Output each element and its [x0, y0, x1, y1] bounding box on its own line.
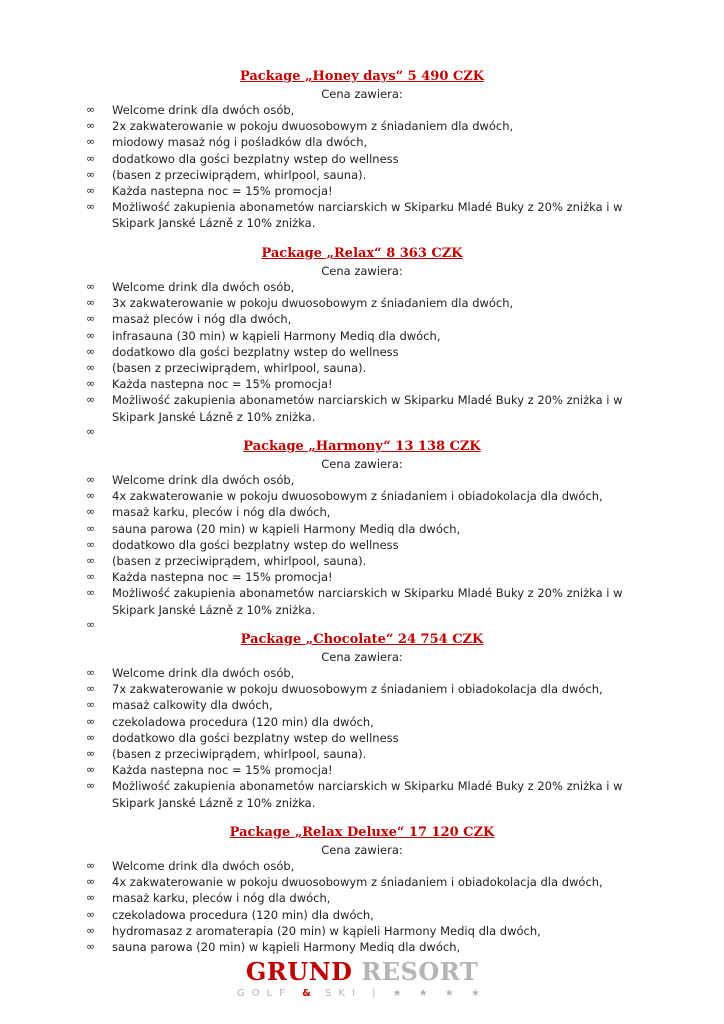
infinity-bullet-icon: ∞: [86, 747, 96, 761]
infinity-bullet-icon: ∞: [86, 779, 96, 793]
list-item: ∞ infrasauna (30 min) w kąpieli Harmony Mediq dla dwóch,: [86, 328, 441, 343]
logo-wordmark: [0, 958, 724, 986]
infinity-bullet-icon: ∞: [86, 296, 96, 310]
list-item: ∞ Welcome drink dla dwóch osób,: [86, 859, 295, 873]
list-item: ∞ 4x zakwaterowanie w pokoju dwuosobowym z śniadaniem i obiadokolacja dla dwóch,: [86, 875, 603, 890]
list-item: ∞ hydromasaz z aromaterapia (20 min) w kąpieli Harmony Mediq dla dwóch,: [86, 923, 541, 938]
logo-tagline: [0, 987, 724, 1001]
list-item: ∞ masaż calkowity dla dwóch,: [86, 698, 273, 713]
list-item: ∞ (basen z przeciwiprądem, whirlpool, sauna).: [86, 361, 367, 376]
list-item: ∞ Welcome drink dla dwóch osób,: [86, 280, 295, 294]
infinity-bullet-icon: ∞: [86, 184, 96, 198]
logo-word-grund: GRUND: [245, 957, 353, 986]
list-item: ∞ 3x zakwaterowanie w pokoju dwuosobowym z śniadaniem dla dwóch,: [86, 296, 514, 311]
list-item: ∞ Welcome drink dla dwóch osób,: [86, 103, 295, 117]
package-title: Package „Harmony“ 13 138 CZK: [243, 439, 481, 454]
infinity-bullet-icon: ∞: [86, 425, 96, 438]
package-honey-days: [0, 68, 724, 232]
list-item: ∞ (basen z przeciwiprądem, whirlpool, sauna).: [86, 747, 367, 762]
package-relax-deluxe: [0, 824, 724, 955]
infinity-bullet-icon: ∞: [86, 473, 96, 486]
list-item: ∞ (basen z przeciwiprądem, whirlpool, sauna).: [86, 554, 367, 569]
infinity-bullet-icon: ∞: [86, 344, 96, 358]
infinity-bullet-icon: ∞: [86, 537, 96, 551]
infinity-bullet-icon: ∞: [86, 730, 96, 744]
infinity-bullet-icon: ∞: [86, 361, 96, 375]
package-title: Package „Chocolate“ 24 754 CZK: [240, 632, 484, 647]
package-relax: [0, 245, 724, 425]
package-items: [0, 102, 724, 232]
infinity-bullet-icon: ∞: [86, 714, 96, 728]
list-item: ∞ 4x zakwaterowanie w pokoju dwuosobowym z śniadaniem i obiadokolacja dla dwóch,: [86, 489, 603, 504]
list-item: ∞ dodatkowo dla gości bezplatny wstep do wellness: [86, 730, 399, 745]
logo-word-resort: RESORT: [361, 957, 479, 986]
list-item: ∞ dodatkowo dla gości bezplatny wstep do wellness: [86, 151, 399, 166]
infinity-bullet-icon: ∞: [86, 489, 96, 503]
infinity-bullet-icon: ∞: [86, 151, 96, 165]
list-item: ∞ masaż karku, pleców i nóg dla dwóch,: [86, 891, 331, 906]
list-item: ∞ 2x zakwaterowanie w pokoju dwuosobowym z śniadaniem dla dwóch,: [86, 119, 514, 134]
infinity-bullet-icon: ∞: [86, 682, 96, 696]
infinity-bullet-icon: ∞: [86, 763, 96, 777]
package-items: [0, 472, 724, 618]
infinity-bullet-icon: ∞: [86, 666, 96, 679]
list-item: ∞ 7x zakwaterowanie w pokoju dwuosobowym z śniadaniem i obiadokolacja dla dwóch,: [86, 682, 603, 697]
list-item: ∞ dodatkowo dla gości bezplatny wstep do wellness: [86, 537, 399, 552]
infinity-bullet-icon: ∞: [86, 377, 96, 391]
star-rating-icon: | ★ ★ ★ ★: [372, 988, 488, 999]
list-item: ∞ Welcome drink dla dwóch osób,: [86, 666, 295, 680]
infinity-bullet-icon: ∞: [86, 103, 96, 116]
list-item: ∞ masaż pleców i nóg dla dwóch,: [86, 312, 292, 327]
list-item: ∞ czekoladowa procedura (120 min) dla dwóch,: [86, 714, 374, 729]
list-item: ∞ miodowy masaż nóg i pośladków dla dwóch,: [86, 135, 368, 150]
infinity-bullet-icon: ∞: [86, 891, 96, 905]
package-items: [0, 279, 724, 425]
package-harmony: [0, 438, 724, 618]
list-item: ∞ sauna parowa (20 min) w kąpieli Harmony Mediq dla dwóch,: [86, 940, 461, 955]
list-item: ∞ Każda nastepna noc = 15% promocja!: [86, 184, 333, 199]
logo-tagline-amp: &: [302, 988, 315, 999]
package-title: Package „Relax Deluxe“ 17 120 CZK: [229, 825, 495, 840]
infinity-bullet-icon: ∞: [86, 312, 96, 326]
infinity-bullet-icon: ∞: [86, 393, 96, 407]
list-item: ∞ (basen z przeciwiprądem, whirlpool, sauna).: [86, 167, 367, 182]
infinity-bullet-icon: ∞: [86, 923, 96, 937]
list-item: ∞ Możliwość zakupienia abonametów narciarskich w Skiparku Mladé Buky z 20% zniżka i w Skipark Janské Lázně z 10% zniżka.: [86, 586, 623, 617]
package-items: [0, 858, 724, 955]
infinity-bullet-icon: ∞: [86, 554, 96, 568]
logo-tagline-ski: SKI: [325, 988, 362, 999]
package-chocolate: [0, 631, 724, 811]
infinity-bullet-icon: ∞: [86, 119, 96, 133]
package-title: Package „Relax“ 8 363 CZK: [261, 246, 463, 261]
resort-logo: [0, 958, 724, 1001]
package-subtitle: Cena zawiera:: [321, 650, 403, 664]
package-subtitle: Cena zawiera:: [321, 87, 403, 101]
infinity-bullet-icon: ∞: [86, 698, 96, 712]
package-items: [0, 665, 724, 811]
list-item: ∞ sauna parowa (20 min) w kąpieli Harmony Mediq dla dwóch,: [86, 521, 461, 536]
list-item: ∞ Możliwość zakupienia abonametów narciarskich w Skiparku Mladé Buky z 20% zniżka i w Skipark Janské Lázně z 10% zniżka.: [86, 393, 623, 424]
infinity-bullet-icon: ∞: [86, 200, 96, 214]
package-title: Package „Honey days“ 5 490 CZK: [239, 69, 485, 84]
infinity-bullet-icon: ∞: [86, 135, 96, 149]
infinity-bullet-icon: ∞: [86, 167, 96, 181]
list-item: ∞ Każda nastepna noc = 15% promocja!: [86, 377, 333, 392]
infinity-bullet-icon: ∞: [86, 875, 96, 889]
infinity-bullet-icon: ∞: [86, 940, 96, 954]
list-item: ∞ Możliwość zakupienia abonametów narciarskich w Skiparku Mladé Buky z 20% zniżka i w Skipark Janské Lázně z 10% zniżka.: [86, 200, 623, 231]
infinity-bullet-icon: ∞: [86, 859, 96, 872]
list-item: ∞ Welcome drink dla dwóch osób,: [86, 473, 295, 487]
list-item: ∞ Możliwość zakupienia abonametów narciarskich w Skiparku Mladé Buky z 20% zniżka i w Skipark Janské Lázně z 10% zniżka.: [86, 779, 623, 810]
list-item: ∞ Każda nastepna noc = 15% promocja!: [86, 763, 333, 778]
infinity-bullet-icon: ∞: [86, 618, 96, 631]
infinity-bullet-icon: ∞: [86, 328, 96, 342]
list-item: ∞ masaż karku, pleców i nóg dla dwóch,: [86, 505, 331, 520]
list-item: ∞ Każda nastepna noc = 15% promocja!: [86, 570, 333, 585]
infinity-bullet-icon: ∞: [86, 907, 96, 921]
infinity-bullet-icon: ∞: [86, 280, 96, 293]
infinity-bullet-icon: ∞: [86, 570, 96, 584]
logo-tagline-golf: GOLF: [236, 988, 292, 999]
package-subtitle: Cena zawiera:: [321, 457, 403, 471]
list-item: ∞ czekoladowa procedura (120 min) dla dwóch,: [86, 907, 374, 922]
package-subtitle: Cena zawiera:: [321, 264, 403, 278]
infinity-bullet-icon: ∞: [86, 521, 96, 535]
infinity-bullet-icon: ∞: [86, 505, 96, 519]
infinity-bullet-icon: ∞: [86, 586, 96, 600]
list-item: ∞ dodatkowo dla gości bezplatny wstep do wellness: [86, 344, 399, 359]
package-subtitle: Cena zawiera:: [321, 843, 403, 857]
